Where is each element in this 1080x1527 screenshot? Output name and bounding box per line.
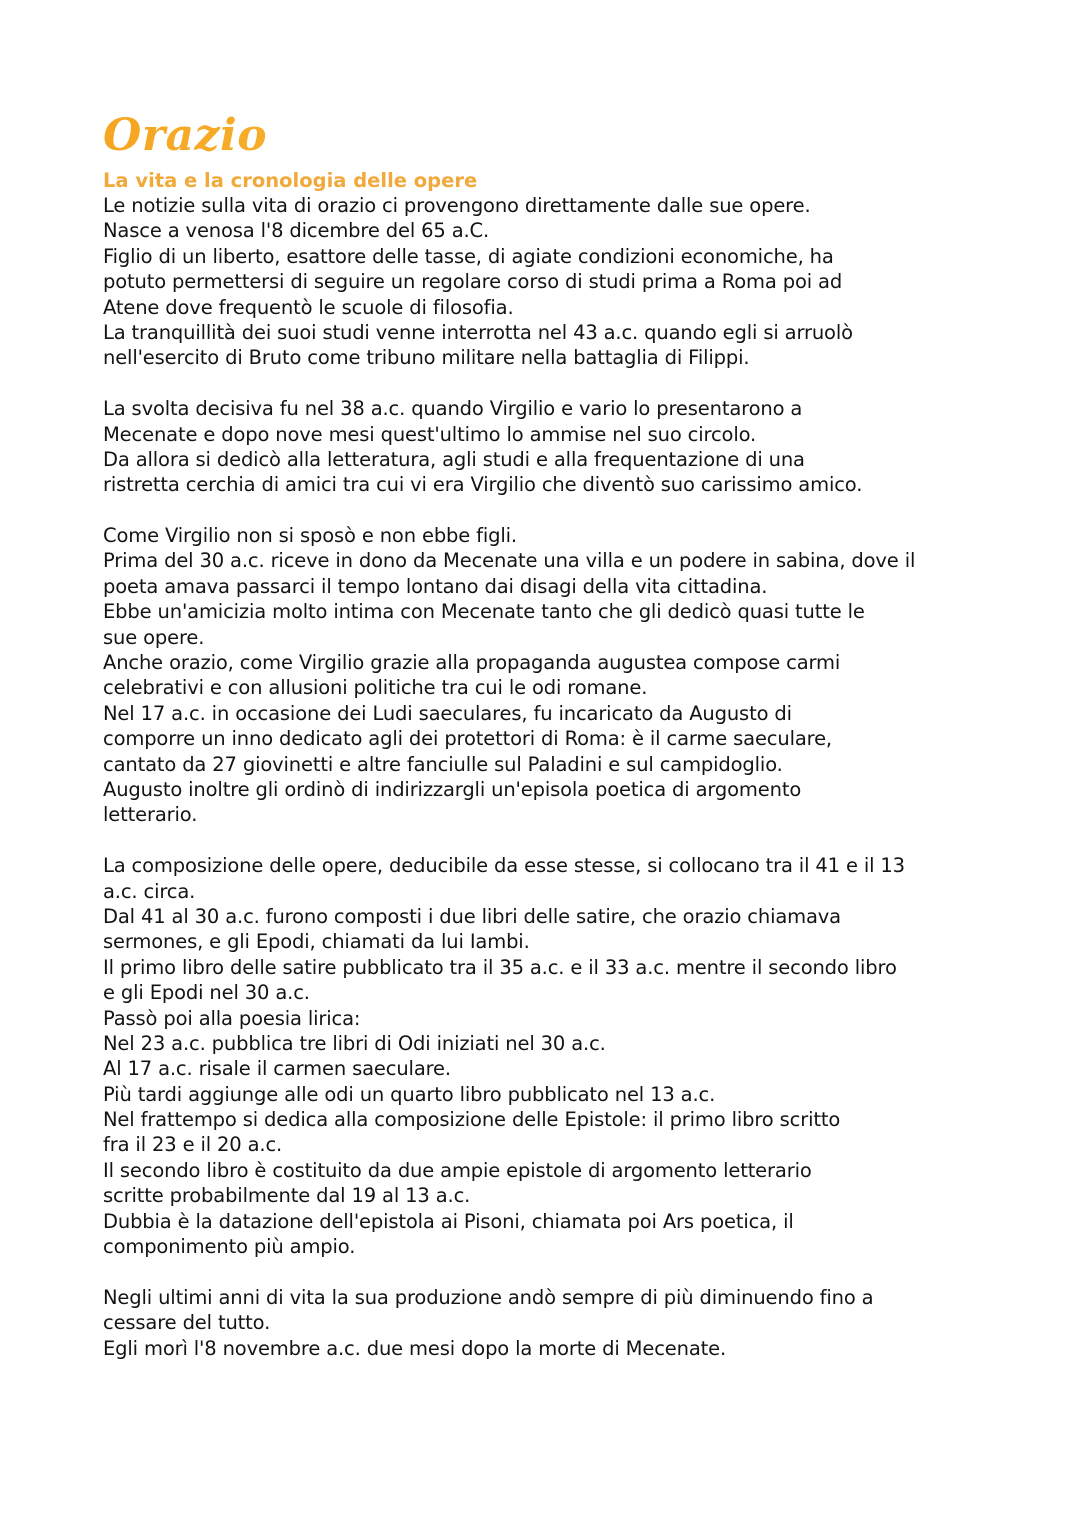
text-line: Nel frattempo si dedica alla composizione delle Epistole: il primo libro scritto <box>103 1108 841 1132</box>
text-line: scritte probabilmente dal 19 al 13 a.c. <box>103 1184 471 1208</box>
text-line: Nel 23 a.c. pubblica tre libri di Odi iniziati nel 30 a.c. <box>103 1031 606 1055</box>
section-subtitle: La vita e la cronologia delle opere <box>103 169 478 192</box>
document-page <box>103 108 983 1361</box>
text-line: Augusto inoltre gli ordinò di indirizzargli un'episola poetica di argomento <box>103 777 802 801</box>
text-line: letterario. <box>103 803 198 827</box>
text-line: componimento più ampio. <box>103 1235 356 1259</box>
text-line: Passò poi alla poesia lirica: <box>103 1006 361 1030</box>
text-line: Egli morì l'8 novembre a.c. due mesi dopo la morte di Mecenate. <box>103 1336 727 1360</box>
text-line: Atene dove frequentò le scuole di filosofia. <box>103 295 514 319</box>
text-line: Le notizie sulla vita di orazio ci provengono direttamente dalle sue opere. <box>103 194 811 217</box>
text-line: La svolta decisiva fu nel 38 a.c. quando Virgilio e vario lo presentarono a <box>103 397 803 421</box>
paragraph-gap <box>103 828 983 853</box>
paragraph <box>103 396 983 498</box>
text-line: fra il 23 e il 20 a.c. <box>103 1133 283 1157</box>
text-line: cessare del tutto. <box>103 1311 271 1335</box>
text-line: sermones, e gli Epodi, chiamati da lui Iambi. <box>103 930 530 954</box>
text-line: Come Virgilio non si sposò e non ebbe figli. <box>103 524 517 548</box>
text-line: Il primo libro delle satire pubblicato tra il 35 a.c. e il 33 a.c. mentre il secondo libro <box>103 955 897 979</box>
text-line: Da allora si dedicò alla letteratura, agli studi e alla frequentazione di una <box>103 447 805 471</box>
text-line: Negli ultimi anni di vita la sua produzione andò sempre di più diminuendo fino a <box>103 1285 874 1309</box>
text-line: Nasce a venosa l'8 dicembre del 65 a.C. <box>103 219 490 243</box>
paragraph-gap <box>103 498 983 523</box>
text-line: poeta amava passarci il tempo lontano dai disagi della vita cittadina. <box>103 574 768 598</box>
text-line: potuto permettersi di seguire un regolare corso di studi prima a Roma poi ad <box>103 270 843 294</box>
paragraph <box>103 523 983 828</box>
text-line: sue opere. <box>103 625 205 649</box>
text-line: Più tardi aggiunge alle odi un quarto libro pubblicato nel 13 a.c. <box>103 1082 716 1106</box>
paragraph-gap <box>103 371 983 396</box>
text-line: Dubbia è la datazione dell'epistola ai Pisoni, chiamata poi Ars poetica, il <box>103 1209 794 1233</box>
text-line: ristretta cerchia di amici tra cui vi era Virgilio che diventò suo carissimo amico. <box>103 473 863 497</box>
text-line: Prima del 30 a.c. riceve in dono da Mecenate una villa e un podere in sabina, dove il <box>103 549 916 573</box>
text-line: Il secondo libro è costituito da due ampie epistole di argomento letterario <box>103 1158 812 1182</box>
text-line: comporre un inno dedicato agli dei protettori di Roma: è il carme saeculare, <box>103 727 832 751</box>
text-line: Ebbe un'amicizia molto intima con Mecenate tanto che gli dedicò quasi tutte le <box>103 600 865 624</box>
paragraph <box>103 193 983 371</box>
text-line: Al 17 a.c. risale il carmen saeculare. <box>103 1057 451 1081</box>
paragraph-gap <box>103 1259 983 1284</box>
text-line: La tranquillità dei suoi studi venne interrotta nel 43 a.c. quando egli si arruolò <box>103 320 853 344</box>
text-line: a.c. circa. <box>103 879 196 903</box>
document-body <box>103 193 983 1361</box>
text-line: Anche orazio, come Virgilio grazie alla propaganda augustea compose carmi <box>103 651 841 675</box>
text-line: celebrativi e con allusioni politiche tra cui le odi romane. <box>103 676 648 700</box>
document-title: Orazio <box>103 108 983 168</box>
text-line: e gli Epodi nel 30 a.c. <box>103 981 310 1005</box>
text-line: nell'esercito di Bruto come tribuno militare nella battaglia di Filippi. <box>103 346 750 370</box>
text-line: La composizione delle opere, deducibile da esse stesse, si collocano tra il 41 e il 13 <box>103 854 905 878</box>
paragraph <box>103 853 983 1259</box>
text-line: Figlio di un liberto, esattore delle tasse, di agiate condizioni economiche, ha <box>103 244 834 268</box>
text-line: Dal 41 al 30 a.c. furono composti i due libri delle satire, che orazio chiamava <box>103 904 841 928</box>
paragraph <box>103 1285 983 1361</box>
text-line: Nel 17 a.c. in occasione dei Ludi saeculares, fu incaricato da Augusto di <box>103 701 792 725</box>
text-line: Mecenate e dopo nove mesi quest'ultimo lo ammise nel suo circolo. <box>103 422 757 446</box>
text-line: cantato da 27 giovinetti e altre fanciulle sul Paladini e sul campidoglio. <box>103 752 783 776</box>
